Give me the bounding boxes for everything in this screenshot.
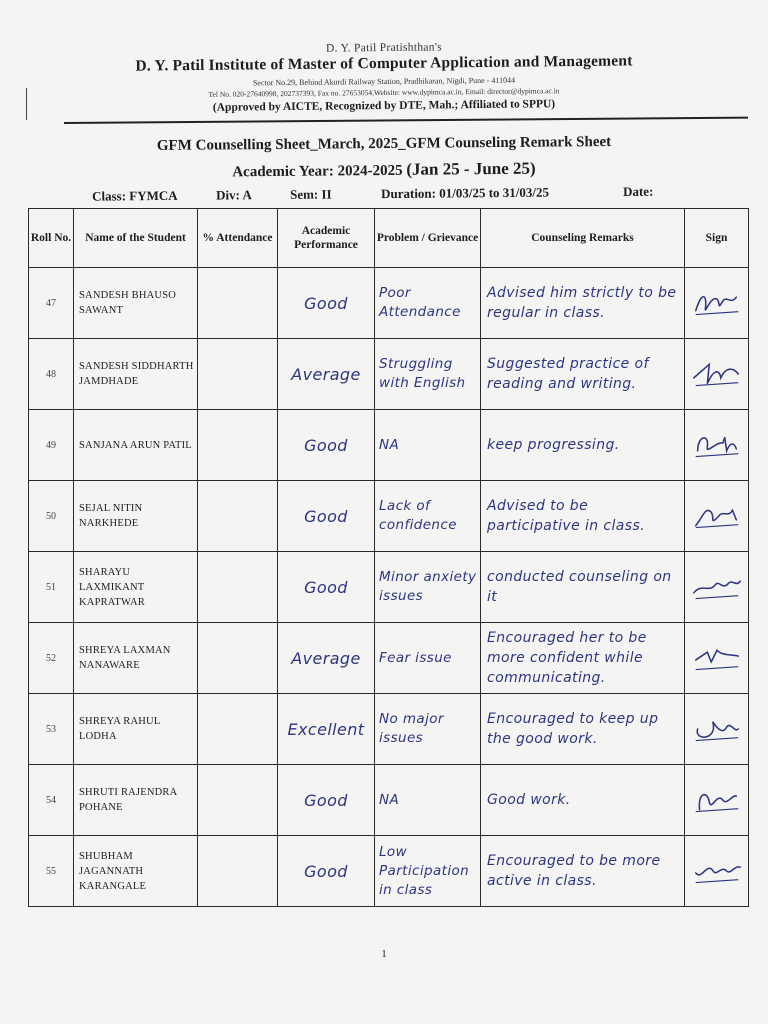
col-name: Name of the Student [74, 209, 198, 268]
name-text: SHREYA RAHUL LODHA [79, 716, 161, 742]
performance-text: Average [291, 364, 361, 384]
problem-text: Minor anxiety issues [379, 569, 477, 604]
roll-text: 54 [46, 794, 56, 806]
signature-underline [695, 667, 738, 670]
remarks-text: Encouraged to be more active in class. [487, 853, 661, 889]
date-label: Date: [622, 183, 654, 199]
problem-text: NA [379, 436, 400, 453]
attendance-cell [198, 836, 278, 907]
duration-label: Duration: 01/03/25 to 31/03/25 [381, 184, 550, 202]
problem-text: Low Participation in class [379, 843, 470, 898]
problem-grievance [375, 410, 481, 481]
name-text: SHARAYU LAXMIKANT KAPRATWAR [79, 566, 145, 608]
name-text: SEJAL NITIN NARKHEDE [79, 503, 143, 529]
signature-stroke [695, 510, 736, 525]
academic-performance [278, 339, 375, 410]
signature-cell [685, 339, 749, 410]
signature-underline [695, 312, 738, 315]
counseling-remark [481, 765, 685, 836]
academic-performance [278, 268, 375, 339]
roll-number [29, 268, 74, 339]
class-info-line [92, 183, 692, 204]
remarks-text: Good work. [487, 792, 571, 808]
student-name [74, 339, 198, 410]
student-signature-icon [688, 285, 746, 321]
remarks-text: conducted counseling on it [487, 569, 672, 605]
signature-stroke [695, 650, 738, 662]
problem-grievance [375, 268, 481, 339]
class-label: Class: FYMCA [92, 187, 178, 204]
student-signature-icon [688, 853, 746, 889]
table-header-row [29, 209, 749, 268]
name-text: SANDESH BHAUSO SAWANT [79, 290, 177, 316]
academic-year-prefix: Academic Year: 2024-2025 [232, 162, 403, 181]
performance-text: Good [304, 506, 348, 526]
performance-text: Good [304, 577, 348, 597]
remarks-text: Suggested practice of reading and writing. [487, 356, 649, 392]
trust-name: D. Y. Patil Pratishthan's [325, 41, 443, 55]
attendance-cell [198, 481, 278, 552]
roll-text: 50 [46, 510, 56, 522]
name-text: SHRUTI RAJENDRA POHANE [79, 787, 177, 813]
counseling-remark [481, 836, 685, 907]
student-name [74, 623, 198, 694]
attendance-cell [198, 410, 278, 481]
problem-grievance [375, 481, 481, 552]
counseling-remark [481, 410, 685, 481]
problem-grievance [375, 339, 481, 410]
sem-label: Sem: II [290, 186, 332, 202]
table-row [29, 339, 749, 410]
attendance-cell [198, 623, 278, 694]
counseling-remark [481, 481, 685, 552]
attendance-cell [198, 552, 278, 623]
student-name [74, 694, 198, 765]
signature-underline [695, 383, 738, 386]
academic-year [0, 157, 768, 184]
approval-line: (Approved by AICTE, Recognized by DTE, Mah.; Affiliated to SPPU) [212, 98, 556, 114]
signature-underline [695, 738, 738, 741]
performance-text: Good [304, 790, 348, 810]
academic-performance [278, 623, 375, 694]
academic-performance [278, 765, 375, 836]
roll-number [29, 481, 74, 552]
problem-grievance [375, 694, 481, 765]
table-row [29, 836, 749, 907]
academic-year-range: (Jan 25 - June 25) [406, 158, 536, 179]
student-signature-icon [688, 782, 746, 818]
problem-text: Lack of confidence [379, 498, 457, 533]
academic-performance [278, 552, 375, 623]
student-name [74, 481, 198, 552]
div-label: Div: A [216, 187, 252, 203]
roll-number [29, 410, 74, 481]
table-row [29, 765, 749, 836]
signature-cell [685, 623, 749, 694]
col-attendance: % Attendance [198, 209, 278, 268]
signature-underline [695, 525, 738, 528]
signature-stroke [693, 581, 739, 593]
col-performance: Academic Performance [278, 209, 375, 268]
problem-grievance [375, 765, 481, 836]
roll-number [29, 765, 74, 836]
signature-stroke [695, 867, 739, 875]
student-signature-icon [688, 498, 746, 534]
counseling-remark [481, 623, 685, 694]
counseling-remark [481, 339, 685, 410]
table-row [29, 481, 749, 552]
page-number: 1 [381, 948, 387, 960]
signature-stroke [693, 364, 737, 383]
student-name [74, 836, 198, 907]
problem-grievance [375, 623, 481, 694]
student-signature-icon [688, 427, 746, 463]
performance-text: Good [304, 861, 348, 881]
roll-number [29, 623, 74, 694]
name-text: SANDESH SIDDHARTH JAMDHADE [79, 361, 194, 387]
academic-performance [278, 410, 375, 481]
col-sign: Sign [685, 209, 749, 268]
student-signature-icon [688, 711, 746, 747]
signature-cell [685, 836, 749, 907]
signature-underline [695, 880, 738, 883]
institute-name: D. Y. Patil Institute of Master of Computer Application and Management [135, 52, 633, 75]
attendance-cell [198, 268, 278, 339]
problem-text: NA [379, 791, 400, 808]
student-signature-icon [688, 640, 746, 676]
signature-cell [685, 268, 749, 339]
student-name [74, 410, 198, 481]
roll-number [29, 339, 74, 410]
remarks-text: Advised to be participative in class. [487, 498, 645, 534]
remarks-text: Encouraged to keep up the good work. [487, 711, 659, 747]
col-roll: Roll No. [29, 209, 74, 268]
roll-text: 51 [46, 581, 56, 593]
roll-text: 55 [46, 865, 56, 877]
student-signature-icon [688, 569, 746, 605]
signature-cell [685, 481, 749, 552]
name-text: SANJANA ARUN PATIL [79, 439, 192, 451]
signature-cell [685, 410, 749, 481]
col-remarks: Counseling Remarks [481, 209, 685, 268]
performance-text: Good [304, 435, 348, 455]
institute-contact: Tel No. 020-27640998, 202737393, Fax no. 27653054,Website: www.dypimca.ac.in, Email: director@dypimca.ac.in [208, 86, 560, 99]
student-signature-icon [688, 356, 746, 392]
performance-text: Excellent [287, 719, 365, 739]
performance-text: Average [291, 648, 361, 668]
academic-performance [278, 836, 375, 907]
problem-grievance [375, 836, 481, 907]
roll-text: 48 [46, 368, 56, 380]
table-row [29, 268, 749, 339]
academic-performance [278, 481, 375, 552]
attendance-cell [198, 694, 278, 765]
signature-stroke [697, 722, 738, 737]
roll-number [29, 552, 74, 623]
signature-cell [685, 765, 749, 836]
problem-text: Poor Attendance [379, 285, 461, 320]
student-name [74, 268, 198, 339]
performance-text: Good [304, 293, 348, 313]
signature-stroke [695, 297, 736, 311]
signature-cell [685, 694, 749, 765]
problem-text: Struggling with English [379, 356, 466, 391]
roll-number [29, 694, 74, 765]
attendance-cell [198, 765, 278, 836]
roll-text: 49 [46, 439, 56, 451]
counseling-table [28, 208, 749, 907]
signature-cell [685, 552, 749, 623]
counseling-remark [481, 694, 685, 765]
problem-grievance [375, 552, 481, 623]
student-name [74, 552, 198, 623]
signature-underline [695, 809, 738, 812]
header-divider [64, 117, 748, 124]
signature-underline [695, 454, 738, 457]
signature-stroke [697, 437, 736, 451]
name-text: SHUBHAM JAGANNATH KARANGALE [79, 850, 147, 892]
signature-underline [695, 596, 738, 599]
table-row [29, 410, 749, 481]
roll-text: 53 [46, 723, 56, 735]
remarks-text: keep progressing. [487, 437, 620, 453]
remarks-text: Advised him strictly to be regular in class. [487, 285, 677, 321]
roll-number [29, 836, 74, 907]
table-row [29, 623, 749, 694]
table-row [29, 552, 749, 623]
counseling-remark [481, 552, 685, 623]
roll-text: 47 [46, 297, 56, 309]
problem-text: Fear issue [379, 649, 452, 666]
col-problem: Problem / Grievance [375, 209, 481, 268]
problem-text: No major issues [379, 711, 444, 746]
table-row [29, 694, 749, 765]
attendance-cell [198, 339, 278, 410]
sheet-title: GFM Counselling Sheet_March, 2025_GFM Counseling Remark Sheet [156, 134, 612, 154]
academic-performance [278, 694, 375, 765]
name-text: SHREYA LAXMAN NANAWARE [79, 645, 171, 671]
counseling-remark [481, 268, 685, 339]
student-name [74, 765, 198, 836]
remarks-text: Encouraged her to be more confident while communicating. [487, 630, 647, 686]
roll-text: 52 [46, 652, 56, 664]
institute-address: Sector No.29, Behind Akurdi Railway Station, Pradhikaran, Nigdi, Pune - 411044 [252, 75, 516, 88]
signature-stroke [699, 795, 736, 810]
